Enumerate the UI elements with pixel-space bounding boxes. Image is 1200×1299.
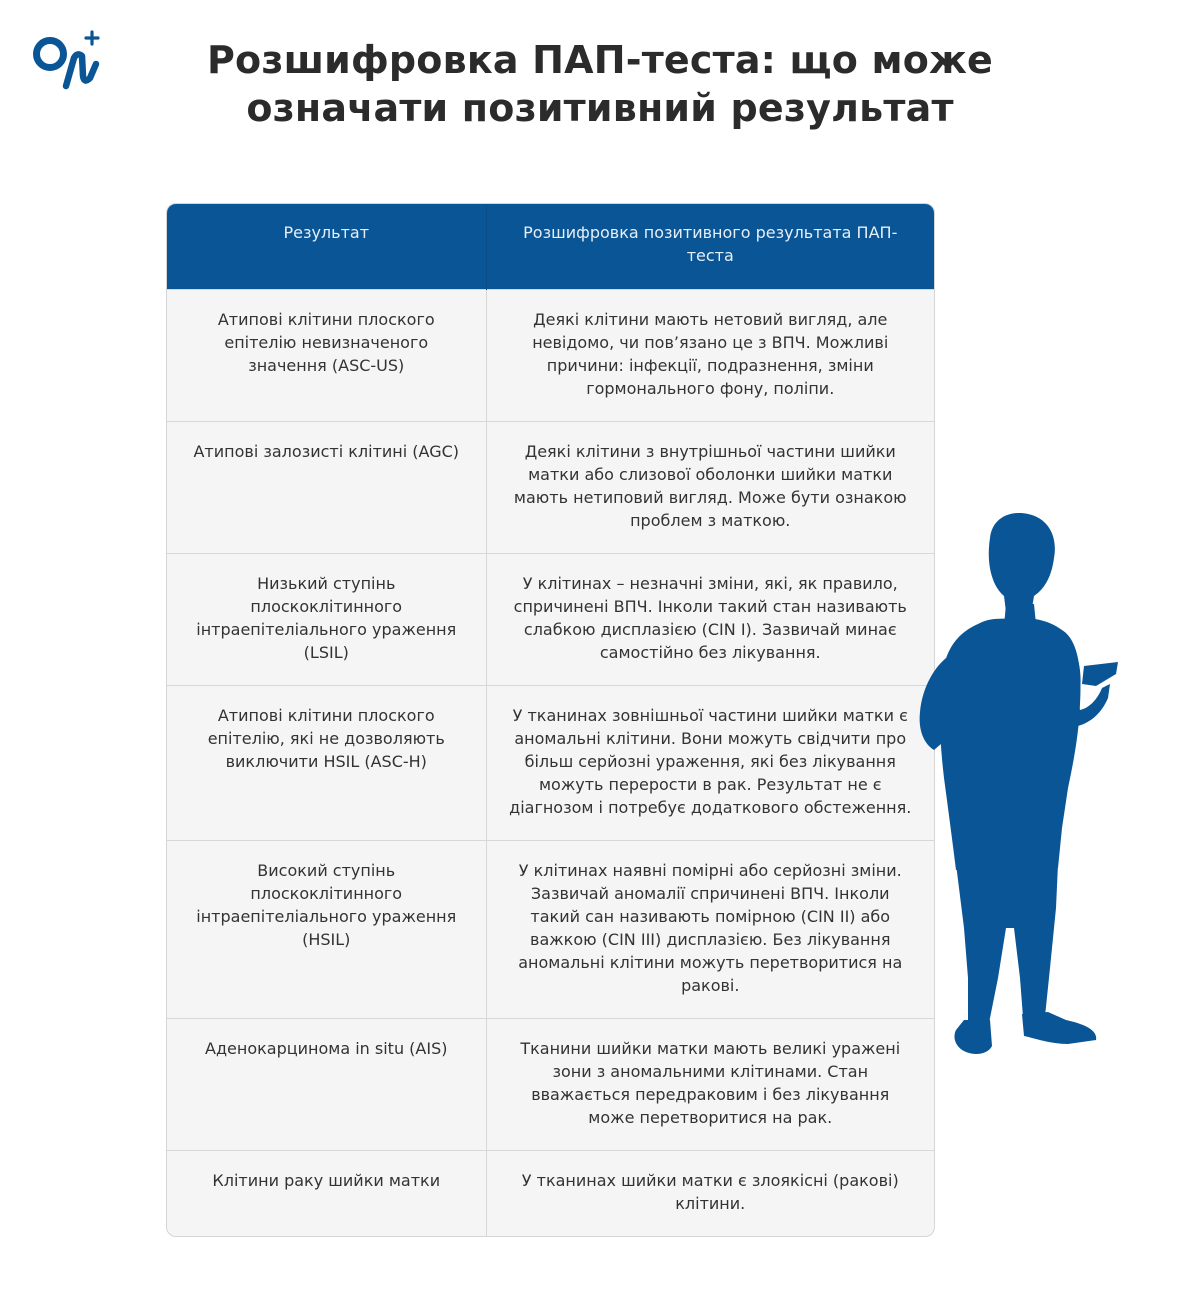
result-cell: Атипові залозисті клітині (AGC) [167,421,486,553]
description-cell: Деякі клітини мають нетовий вигляд, але невідомо, чи пов’язано це з ВПЧ. Можливі причини: інфекції, подразнення, зміни гормонального фону, поліпи. [486,289,934,421]
title-line-1: Розшифровка ПАП-теста: що може [206,38,994,82]
brand-logo [30,28,104,94]
table-row [167,553,934,685]
table-row [167,840,934,1018]
description-cell: Деякі клітини з внутрішньої частини шийки матки або слизової оболонки шийки матки мають нетиповий вигляд. Може бути ознакою проблем з маткою. [486,421,934,553]
results-table-container [166,203,935,1237]
description-cell: У тканинах шийки матки є злоякісні (ракові) клітини. [486,1150,934,1236]
table-header-row [167,204,934,289]
description-cell: Тканини шийки матки мають великі уражені зони з аномальними клітинами. Стан вважається передраковим і без лікування може перетворитися на рак. [486,1018,934,1150]
result-cell: Атипові клітини плоского епітелію невизначеного значення (ASC-US) [167,289,486,421]
result-cell: Атипові клітини плоского епітелію, які не дозволяють виключити HSIL (ASC-H) [167,685,486,840]
result-cell: Високий ступінь плоскоклітинного інтраепітеліального ураження (HSIL) [167,840,486,1018]
header-result: Результат [167,204,486,289]
description-cell: У клітинах – незначні зміни, які, як правило, спричинені ВПЧ. Інколи такий стан називають слабкою дисплазією (CIN I). Зазвичай минає самостійно без лікування. [486,553,934,685]
table-row [167,289,934,421]
table-row [167,1150,934,1236]
result-cell: Аденокарцинома in situ (AIS) [167,1018,486,1150]
page-title [150,36,1050,132]
description-cell: У клітинах наявні помірні або серйозні зміни. Зазвичай аномалії спричинені ВПЧ. Інколи такий сан називають помірною (CIN II) або важкою (CIN III) дисплазією. Без лікування аномальні клітини можуть перетворитися на ракові. [486,840,934,1018]
table-row [167,1018,934,1150]
header-description: Розшифровка позитивного результата ПАП-теста [486,204,934,289]
results-table [167,204,934,1236]
result-cell: Низький ступінь плоскоклітинного інтраепітеліального ураження (LSIL) [167,553,486,685]
result-cell: Клітини раку шийки матки [167,1150,486,1236]
description-cell: У тканинах зовнішньої частини шийки матки є аномальні клітини. Вони можуть свідчити про більш серйозні ураження, які без лікування можуть перерости в рак. Результат не є діагнозом і потребує додаткового обстеження. [486,685,934,840]
title-line-2: означати позитивний результат [246,86,954,130]
table-row [167,421,934,553]
doctor-silhouette-illustration [912,508,1122,1060]
table-row [167,685,934,840]
